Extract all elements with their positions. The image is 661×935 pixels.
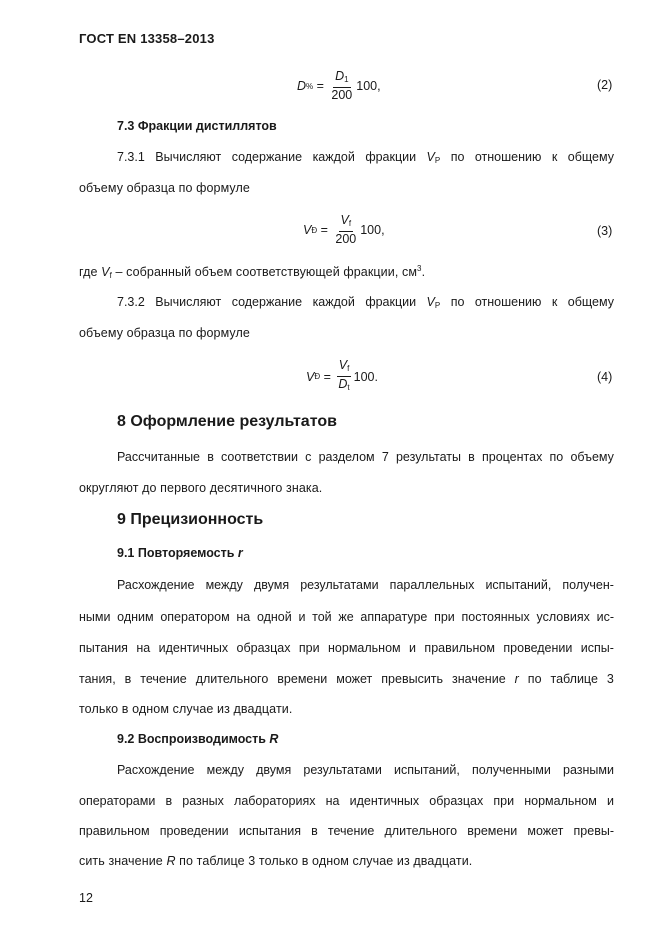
para-7-3-1-line2: объему образца по формуле <box>79 181 250 195</box>
eq4-denominator: D <box>338 377 348 391</box>
eq3-numerator: V <box>340 213 349 227</box>
section-9-2-line3: правильном проведении испытания в течение длительного времени может превы- <box>79 824 614 838</box>
section-9-2-line4: сить значение R по таблице 3 только в одном случае из двадцати. <box>79 854 473 868</box>
eq4-numerator-sub: f <box>347 364 350 373</box>
eq4-lhs: V <box>306 369 315 384</box>
eq4-denominator-sub: t <box>347 383 350 392</box>
eq2-fraction <box>329 69 354 103</box>
equation-4-number: (4) <box>597 370 613 384</box>
eq2-tail: 100, <box>356 79 381 93</box>
eq2-lhs-sub: % <box>306 81 314 91</box>
page-number: 12 <box>79 891 94 905</box>
eq2-numerator-sub: 1 <box>344 75 349 84</box>
eq2-lhs: D <box>297 79 307 93</box>
eq4-tail: 100. <box>353 369 378 384</box>
eq3-lhs: V <box>303 223 312 237</box>
section-9-1-line4: тания, в течение длительного времени может превысить значение r по таблице 3 <box>79 672 614 686</box>
section-9-1-line1: Расхождение между двумя результатами параллельных испытаний, получен- <box>117 578 614 592</box>
section-9-1-line3: пытания на идентичных образцах при нормальном и правильном проведении испы- <box>79 641 614 655</box>
section-9-2-line1: Расхождение между двумя результатами испытаний, полученными разными <box>117 763 614 777</box>
section-9-1-line5: только в одном случае из двадцати. <box>79 702 293 716</box>
eq2-numerator: D <box>335 69 345 83</box>
eq2-denominator: 200 <box>331 88 353 102</box>
para-7-3-1-line1: 7.3.1 Вычисляют содержание каждой фракции $V_P$ по отношению к общему <box>117 150 614 165</box>
document-header: ГОСТ EN 13358–2013 <box>79 31 215 46</box>
para-7-3-2-line2: объему образца по формуле <box>79 326 250 340</box>
eq3-lhs-sub: Ð <box>311 225 318 235</box>
section-8-line1: Рассчитанные в соответствии с разделом 7 результаты в процентах по объему <box>117 450 614 464</box>
section-8-line2: округляют до первого десятичного знака. <box>79 481 323 495</box>
where-clause-3: где $V_f$ – собранный объем соответствующей фракции, $см^3$. <box>79 264 426 280</box>
equation-2-number: (2) <box>597 78 613 92</box>
section-9-1-heading: 9.1 Повторяемость r <box>117 546 243 560</box>
section-9-heading: 9 Прецизионность <box>117 511 264 528</box>
equation-2: D % = $\frac{D_1}{200}$ 100, <box>297 69 381 102</box>
eq3-tail: 100, <box>360 223 385 237</box>
section-9-2-heading: 9.2 Воспроизводимость R <box>117 732 279 746</box>
eq3-fraction <box>333 213 358 247</box>
equation-4: V Ð = $\frac{V_f}{D_t}$ 100. <box>306 358 378 395</box>
section-8-heading: 8 Оформление результатов <box>117 413 337 430</box>
eq4-fraction <box>336 358 351 395</box>
section-9-2-line2: операторами в разных лабораториях на идентичных образцах при нормальном и <box>79 794 614 808</box>
eq4-numerator: V <box>338 358 348 372</box>
equation-3-number: (3) <box>597 224 613 238</box>
eq4-lhs-sub: Ð <box>314 372 321 381</box>
section-7-3-heading: 7.3 Фракции дистиллятов <box>117 119 277 133</box>
equation-3: V Ð = $\frac{V_f}{200}$ 100, <box>303 213 385 246</box>
section-9-1-line2: ными одним оператором на одной и той же аппаратуре при постоянных условиях ис- <box>79 610 614 624</box>
eq3-numerator-sub: f <box>348 219 352 228</box>
para-7-3-2-line1: 7.3.2 Вычисляют содержание каждой фракции $V_P$ по отношению к общему <box>117 295 614 310</box>
eq3-denominator: 200 <box>335 232 357 246</box>
